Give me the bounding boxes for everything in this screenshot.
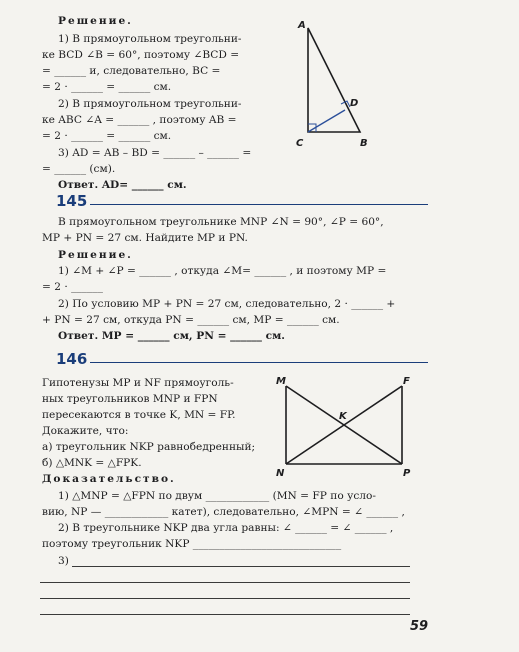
label-m: M <box>276 376 286 387</box>
label-d: D <box>350 98 359 109</box>
answer-line: Ответ. MP = ______ см, PN = ______ см. <box>58 330 285 342</box>
text-line: = ______ (см). <box>42 163 116 175</box>
text-line: 1) ∠M + ∠P = ______ , откуда ∠M= ______ , и поэтому MP = <box>58 265 387 277</box>
figure-mnfp <box>272 372 420 480</box>
label-c: C <box>296 138 304 149</box>
label-f: F <box>403 376 410 387</box>
writing-line[interactable] <box>40 598 410 599</box>
text-line: 1) В прямоугольном треугольни- <box>58 33 242 45</box>
writing-line[interactable] <box>40 582 410 583</box>
text-line: 2) В треугольнике NKP два угла равны: ∠ ______ = ∠ ______ , <box>58 522 394 534</box>
answer-line: Ответ. AD= ______ см. <box>58 179 187 191</box>
altitude-cd <box>308 110 345 132</box>
text-line: пересекаются в точке K, MN = FP. <box>42 409 236 421</box>
text-line: MP + PN = 27 см. Найдите MP и PN. <box>42 232 248 244</box>
text-line: ных треугольников MNP и FPN <box>42 393 218 405</box>
text-line: вию, NP — ____________ катет), следовательно, ∠MPN = ∠ ______ , <box>42 506 405 518</box>
text-line: 1) △MNP = △FPN по двум ____________ (MN = FP по усло- <box>58 490 376 502</box>
text-line: 3) <box>58 555 69 567</box>
text-line: 2) В прямоугольном треугольни- <box>58 98 242 110</box>
text-line: Гипотенузы MP и NF прямоуголь- <box>42 377 234 389</box>
text-line: 2) По условию MP + PN = 27 см, следовательно, 2 · ______ + <box>58 298 396 310</box>
task-rule <box>90 204 428 205</box>
writing-line[interactable] <box>72 566 410 567</box>
text-line: поэтому треугольник NKP ____________________________ <box>42 538 342 550</box>
text-line: а) треугольник NKP равнобедренный; <box>42 441 256 453</box>
solution-heading: Решение. <box>58 15 133 27</box>
proof-heading: Доказательство. <box>42 473 176 485</box>
label-n: N <box>276 468 285 479</box>
task-number-145: 145 <box>56 192 88 210</box>
label-p: P <box>403 468 411 479</box>
task-number-146: 146 <box>56 350 88 368</box>
text-line: = ______ и, следовательно, BC = <box>42 65 221 77</box>
text-line: б) △MNK = △FPK. <box>42 457 142 469</box>
text-line: = 2 · ______ = ______ см. <box>42 81 172 93</box>
page-number: 59 <box>410 619 429 634</box>
writing-line[interactable] <box>40 614 410 615</box>
text-line: = 2 · ______ <box>42 281 103 293</box>
label-b: B <box>360 138 368 149</box>
label-k: K <box>339 411 347 422</box>
text-line: = 2 · ______ = ______ см. <box>42 130 172 142</box>
task-rule <box>90 362 428 363</box>
text-line: + PN = 27 см, откуда PN = ______ см, MP = ______ см. <box>42 314 340 326</box>
text-line: Докажите, что: <box>42 425 129 437</box>
triangle-abc-figure <box>290 14 390 152</box>
solution-heading: Решение. <box>58 249 133 261</box>
text-line: 3) AD = AB – BD = ______ – ______ = <box>58 147 252 159</box>
text-line: В прямоугольном треугольнике MNP ∠N = 90°, ∠P = 60°, <box>58 216 384 228</box>
text-line: ке BCD ∠B = 60°, поэтому ∠BCD = <box>42 49 240 61</box>
label-a: A <box>298 20 306 31</box>
text-line: ке ABC ∠A = ______ , поэтому AB = <box>42 114 237 126</box>
